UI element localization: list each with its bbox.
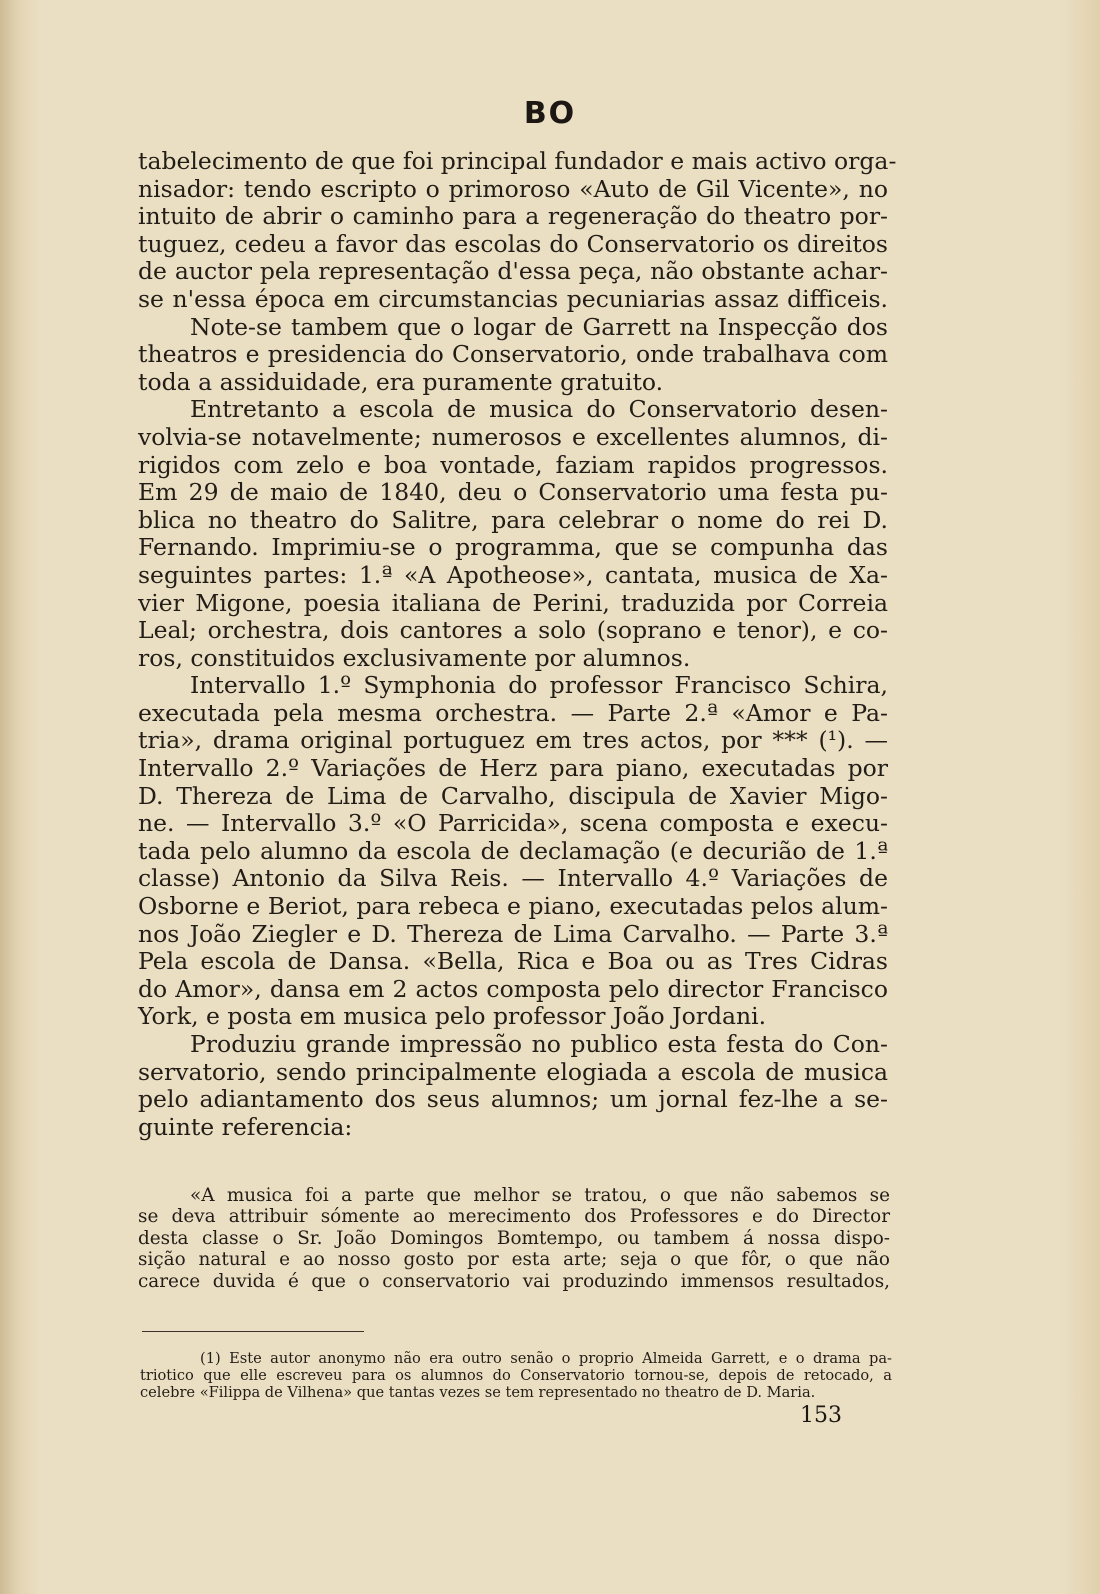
body-line: pelo adiantamento dos seus alumnos; um jornal fez-lhe a se- — [138, 1085, 888, 1114]
body-text — [138, 147, 897, 1141]
body-line: tria», drama original portuguez em tres actos, por *** (¹). — — [138, 726, 888, 755]
body-line: rigidos com zelo e boa vontade, faziam rapidos progressos. — [138, 450, 888, 479]
footnote-line: celebre «Filippa de Vilhena» que tantas vezes se tem representado no theatro de D. Maria. — [140, 1384, 816, 1401]
body-line: nos João Ziegler e D. Thereza de Lima Carvalho. — Parte 3.ª — [138, 919, 888, 948]
quote-line: sição natural e ao nosso gosto por esta arte; seja o que fôr, o que não — [138, 1249, 890, 1271]
body-line: Produziu grande impressão no publico esta festa do Con- — [190, 1030, 888, 1058]
body-line: theatros e presidencia do Conservatorio, onde trabalhava com — [138, 340, 888, 369]
body-line: ne. — Intervallo 3.º «O Parricida», scena composta e execu- — [138, 809, 888, 838]
body-line: tuguez, cedeu a favor das escolas do Conservatorio os direitos — [138, 229, 888, 258]
running-header: BO — [523, 96, 577, 131]
block-quote — [138, 1185, 890, 1292]
body-line: tabelecimento de que foi principal fundador e mais activo orga- — [138, 147, 897, 175]
body-line: Entretanto a escola de musica do Conservatorio desen- — [190, 395, 888, 424]
body-line: nisador: tendo escripto o primoroso «Auto de Gil Vicente», no — [138, 174, 888, 203]
body-line: D. Thereza de Lima de Carvalho, discipula de Xavier Migo- — [138, 781, 888, 810]
body-line: ros, constituidos exclusivamente por alumnos. — [138, 643, 691, 672]
footnote — [140, 1350, 892, 1401]
body-line: Pela escola de Dansa. «Bella, Rica e Boa ou as Tres Cidras — [138, 947, 888, 976]
body-line: intuito de abrir o caminho para a regeneração do theatro por- — [138, 202, 888, 231]
body-line: executada pela mesma orchestra. — Parte 2.ª «Amor e Pa- — [138, 698, 888, 727]
body-line: do Amor», dansa em 2 actos composta pelo director Francisco — [138, 974, 888, 1003]
body-line: Intervallo 1.º Symphonia do professor Francisco Schira, — [190, 671, 888, 700]
quote-line: carece duvida é que o conservatorio vai produzindo immensos resultados, — [138, 1270, 890, 1292]
footnote-line: (1) Este autor anonymo não era outro senão o proprio Almeida Garrett, e o drama pa- — [200, 1350, 892, 1367]
footnote-line: triotico que elle escreveu para os alumnos do Conservatorio tornou-se, depois de retocado, a — [140, 1367, 892, 1384]
body-line: Fernando. Imprimiu-se o programma, que se compunha das — [138, 533, 888, 562]
body-line: York, e posta em musica pelo professor João Jordani. — [138, 1002, 767, 1031]
body-line: tada pelo alumno da escola de declamação (e decurião de 1.ª — [138, 836, 888, 865]
page-number: 153 — [800, 1403, 842, 1428]
footnote-divider — [142, 1331, 364, 1332]
body-line: Note-se tambem que o logar de Garrett na Inspecção dos — [190, 312, 888, 341]
quote-line: «A musica foi a parte que melhor se tratou, o que não sabemos se — [190, 1185, 890, 1206]
body-line: Intervallo 2.º Variações de Herz para piano, executadas por — [138, 754, 888, 783]
body-line: toda a assiduidade, era puramente gratuito. — [138, 367, 664, 396]
body-line: seguintes partes: 1.ª «A Apotheose», cantata, musica de Xa- — [138, 560, 888, 589]
body-line: blica no theatro do Salitre, para celebrar o nome do rei D. — [138, 505, 888, 534]
quote-line: se deva attribuir sómente ao merecimento dos Professores e do Director — [138, 1206, 890, 1228]
body-line: servatorio, sendo principalmente elogiada a escola de musica — [138, 1057, 888, 1086]
body-line: vier Migone, poesia italiana de Perini, traduzida por Correia — [138, 588, 888, 617]
body-line: de auctor pela representação d'essa peça, não obstante achar- — [138, 257, 888, 286]
body-line: Em 29 de maio de 1840, deu o Conservatorio uma festa pu- — [138, 478, 888, 507]
body-line: guinte referencia: — [138, 1112, 353, 1141]
body-line: se n'essa época em circumstancias pecuniarias assaz difficeis. — [138, 284, 888, 313]
quote-line: desta classe o Sr. João Domingos Bomtempo, ou tambem á nossa dispo- — [138, 1227, 890, 1249]
body-line: classe) Antonio da Silva Reis. — Intervallo 4.º Variações de — [138, 864, 888, 893]
body-line: Leal; orchestra, dois cantores a solo (soprano e tenor), e co- — [138, 616, 888, 645]
body-line: Osborne e Beriot, para rebeca e piano, executadas pelos alum- — [138, 892, 888, 921]
body-line: volvia-se notavelmente; numerosos e excellentes alumnos, di- — [138, 422, 888, 451]
